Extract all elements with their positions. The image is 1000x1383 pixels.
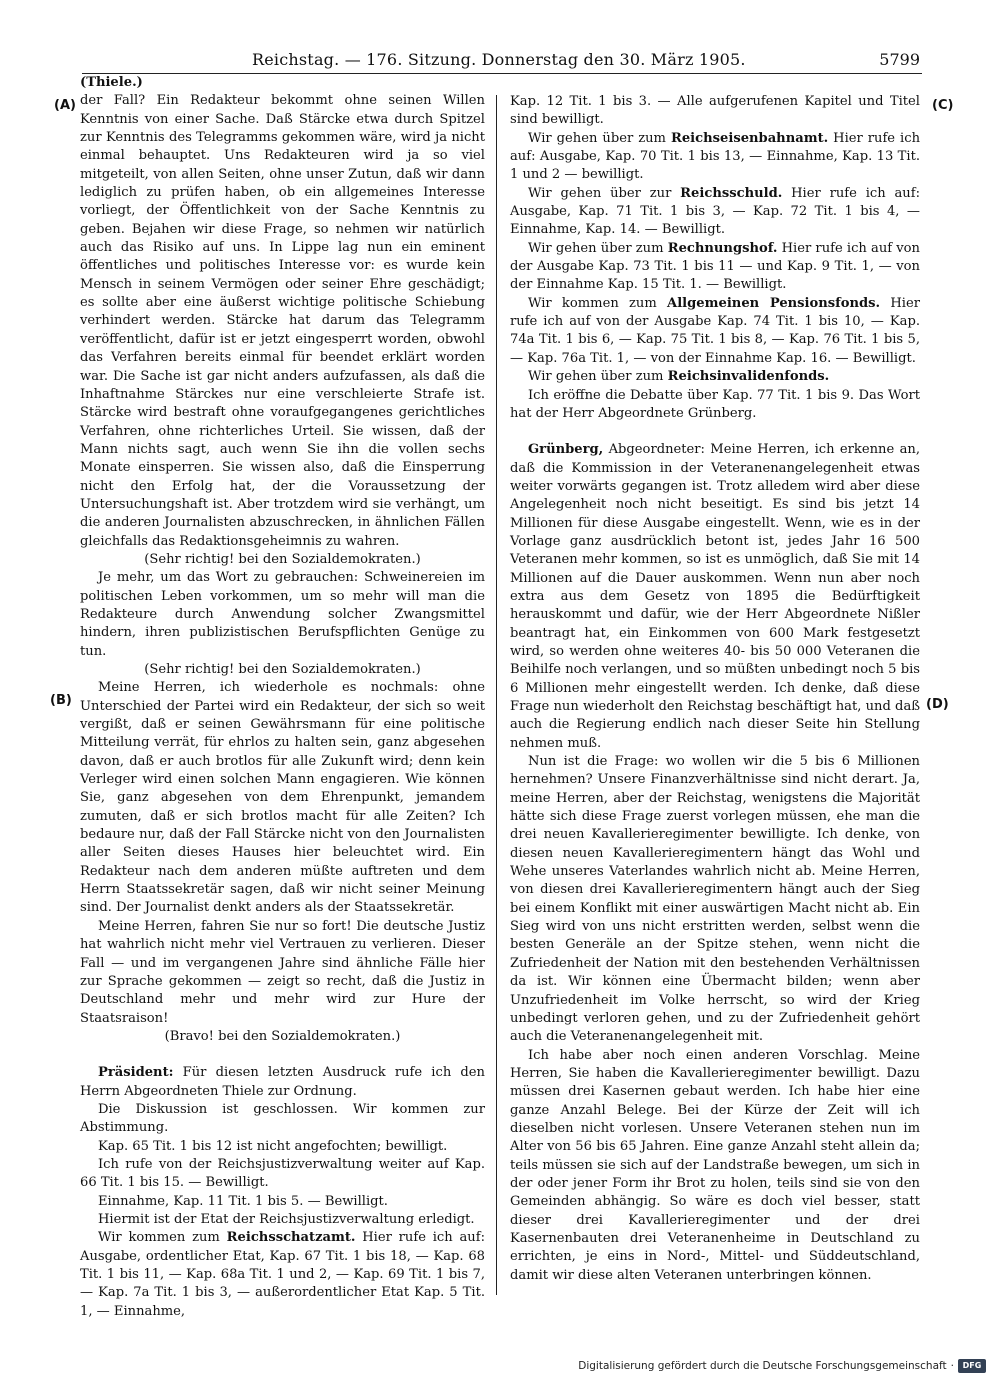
interjection: (Sehr richtig! bei den Sozialdemokraten.): [144, 662, 421, 677]
margin-marker-a: (A): [54, 98, 76, 113]
section-heading: Rechnungshof.: [667, 240, 778, 256]
paragraph: Wir gehen über zum Reichsinvalidenfonds.: [528, 369, 830, 385]
footer-separator: ·: [950, 1360, 954, 1372]
paragraph: Wir gehen über zum Rechnungshof. Hier rufe ich auf von der Ausgabe Kap. 73 Tit. 1 bis 11 — und Kap. 9 Tit. 1, — von der Einnahme Kap. 15 Tit. 1. — Bewilligt.: [510, 240, 920, 293]
speaker-reference: (Thiele.): [80, 75, 143, 90]
paragraph: Ich habe aber noch einen anderen Vorschlag. Meine Herren, Sie haben die Kavallerieregimenter bewilligt. Dazu müssen drei Kasernen gebaut werden. Ich habe hier eine ganze Anzahl Belege. Bei der Kürze der Zeit will ich dieselben nicht vorlesen. Unsere Veteranen stehen nun im Alter von 56 bis 65 Jahren. Eine ganze Anzahl steht allein da; teils müssen sie sich auf der Landstraße bewegen, um sich in der oder jener Form ihr Brot zu holen, teils sind sie von den Gemeinden abhängig. So wäre es doch viel besser, statt dieser drei Kavallerieregimenter und der drei Kasernenbauten drei Veteranenheime in Deutschland zu errichten, je eins in Nord-, Mittel- und Süddeutschland, damit wir diese alten Veteranen unterbringen können.: [510, 1047, 920, 1283]
left-column: [80, 74, 485, 1321]
digitization-footer: [578, 1357, 986, 1375]
page-number: 5799: [879, 50, 920, 69]
right-column: [510, 93, 920, 1285]
paragraph: Wir gehen über zum Reichseisenbahnamt. Hier rufe ich auf: Ausgabe, Kap. 70 Tit. 1 bis 13, — Einnahme, Kap. 13 Tit. 1 und 2 — bewilligt.: [510, 130, 921, 183]
section-heading: Reichsschuld.: [680, 185, 783, 201]
paragraph: Einnahme, Kap. 11 Tit. 1 bis 5. — Bewilligt.: [98, 1193, 388, 1209]
paragraph: Meine Herren, ich wiederhole es nochmals: ohne Unterschied der Partei wird ein Redakteur, der sich so weit vergißt, daß er seinen Gewährsmann für eine politische Mitteilung verrät, für ehrlos zu halten sein, ganz abgesehen davon, daß er auch brotlos für alle Zukunft wird; denn kein Verleger wird einen solchen Mann engagieren. Wie können Sie, ganz abgesehen von dem Ehrenpunkt, jemandem zumuten, daß er sich brotlos macht für alle Zeiten? Ich bedaure nur, daß der Fall Stärcke nicht von den Journalisten aller Seiten dieses Hauses hier beleuchtet wird. Ein Redakteur nach dem anderen müßte auftreten und dem Herrn Staatssekretär sagen, daß wir nicht seiner Meinung sind. Der Journalist denkt anders als der Staatssekretär.: [80, 680, 485, 916]
president-statement: Präsident: Für diesen letzten Ausdruck rufe ich den Herrn Abgeordneten Thiele zur Ordnung.: [80, 1065, 485, 1099]
page-header: [82, 48, 920, 72]
margin-marker-c: (C): [932, 98, 954, 113]
paragraph: Wir kommen zum Reichsschatzamt. Hier rufe ich auf: Ausgabe, ordentlicher Etat, Kap. 67 Tit. 1 bis 18, — Kap. 68 Tit. 1 bis 11, — Kap. 68a Tit. 1 und 2, — Kap. 69 Tit. 1 bis 7, — Kap. 7a Tit. 1 bis 3, — außerordentlicher Etat Kap. 5 Tit. 1, — Einnahme,: [80, 1230, 485, 1319]
column-divider: [496, 95, 497, 1295]
paragraph: Je mehr, um das Wort zu gebrauchen: Schweinereien im politischen Leben vorkommen, um so mehr will man die Redakteure durch Anwendung solcher Zwangsmittel hindern, ihren publizistischen Berufspflichten Genüge zu tun.: [80, 570, 485, 659]
paragraph: Wir gehen über zur Reichsschuld. Hier rufe ich auf: Ausgabe, Kap. 71 Tit. 1 bis 3, — Kap. 72 Tit. 1 bis 4, — Einnahme, Kap. 14. — Bewilligt.: [510, 185, 920, 238]
paragraph: Kap. 12 Tit. 1 bis 3. — Alle aufgerufenen Kapitel und Titel sind bewilligt.: [510, 94, 920, 128]
section-heading: Allgemeinen Pensionsfonds.: [667, 295, 881, 311]
speech-opening: Grünberg, Abgeordneter: Meine Herren, ich erkenne an, daß die Kommission in der Veteranenangelegenheit etwas weiter vorwärts gegangen ist. Trotz alledem wird aber diese Angelegenheit noch nicht beseitigt. Es sind bis jetzt 14 Millionen für diese Ausgabe eingestellt. Wenn, wie es in der Vorlage ganz ausdrücklich betont ist, jedes Jahr 16 500 Veteranen mehr kommen, so ist es unmöglich, daß Sie mit 14 Millionen auf die Dauer auskommen. Wenn nun aber noch extra aus dem Gesetz von 1895 die Bedürftigkeit herauskommt und dafür, wie der Herr Abgeordnete Nißler beantragt hat, ein Einkommen von 600 Mark festgesetzt wird, so werden ohne weiteres 40- bis 50 000 Veteranen die Beihilfe noch verlangen, und so müßten unbedingt noch 5 bis 6 Millionen mehr eingestellt werden. Ich denke, daß diese Frage nun wiederholt den Reichstag beschäftigt hat, und daß auch die Regierung endlich nach dieser Seite hin Stellung nehmen muß.: [510, 442, 920, 751]
paragraph: Die Diskussion ist geschlossen. Wir kommen zur Abstimmung.: [80, 1101, 485, 1136]
paragraph: der Fall? Ein Redakteur bekommt ohne seinen Willen Kenntnis von einer Sache. Daß Stärcke etwa durch Spitzel zur Kenntnis des Telegramms gekommen wäre, wird ja nicht einmal behauptet. Uns Redakteuren wird ja so viel mitgeteilt, von allen Seiten, ohne unser Zutun, daß wir dann lediglich zu prüfen haben, ob ein allgemeines Interesse vorliegt, der Öffentlichkeit von der Sache Kenntnis zu geben. Bejahen wir diese Frage, so nehmen wir natürlich auch das Risiko auf uns. In Lippe lag nun ein eminent öffentliches und politisches Interesse vor: es wurde kein Mensch in seinem Vermögen oder seiner Ehre geschädigt; es sollte aber eine äußerst wichtige politische Schiebung verhindert werden. Stärcke hat darum das Telegramm veröffentlicht, dafür ist er jetzt eingesperrt worden, obwohl das Verfahren bereits einmal für beendet erklärt worden war. Die Sache ist gar nicht anders aufzufassen, als daß die Inhaftnahme Stärckes nur eine verschleierte Strafe ist. Stärcke wird bestraft ohne voraufgegangenes gerichtliches Verfahren, ohne richterliches Urteil. Sie wissen, daß der Mann nichts sagt, auch wenn Sie ihn die vollen sechs Monate einsperren. Sie wissen also, daß die Einsperrung nicht den Erfolg hat, der die Voraussetzung der Untersuchungshaft ist. Aber trotzdem wird sie verhängt, um die anderen Journalisten abzuschrecken, in ähnlichen Fällen gleichfalls das Redaktionsgeheimnis zu wahren.: [80, 93, 485, 549]
interjection: (Sehr richtig! bei den Sozialdemokraten.): [144, 551, 421, 567]
paragraph: Nun ist die Frage: wo wollen wir die 5 bis 6 Millionen hernehmen? Unsere Finanzverhältnisse sind nicht derart. Ja, meine Herren, aber der Reichstag, wenigstens die Majorität hätte sich diese Frage zuerst vorlegen müssen, ehe man die drei neuen Kavallerieregimenter bewilligte. Ich denke, von diesen neuen Kavallerieregimentern hängt das Wohl und Wehe unseres Vaterlandes wahrlich nicht ab. Meine Herren, von diesen drei Kavallerieregimentern hängt auch der Sieg bei einem Konflikt mit einer auswärtigen Macht nicht ab. Ein Sieg wird von uns nicht erstritten werden, selbst wenn die besten Generäle an der Spitze stehen, wenn nicht die Zufriedenheit der Nation mit den bestehenden Verhältnissen da ist. Wir können eine Übermacht bilden; wenn aber Unzufriedenheit im Volke herrscht, so wird der Krieg unbedingt verloren gehen, und zu der Zufriedenheit gehört auch die Veteranenangelegenheit mit.: [510, 754, 920, 1045]
section-heading: Reichseisenbahnamt.: [670, 130, 829, 146]
paragraph: Meine Herren, fahren Sie nur so fort! Die deutsche Justiz hat wahrlich nicht mehr viel Vertrauen zu verlieren. Dieser Fall — und im vergangenen Jahre sind ähnliche Fälle hier zur Sprache gekommen — zeigt so recht, daß die Justiz in Deutschland mehr und mehr wird zur Hure der Staatsraison!: [80, 918, 485, 1026]
footer-text: Digitalisierung gefördert durch die Deutsche Forschungsgemeinschaft: [578, 1360, 947, 1372]
margin-marker-d: (D): [926, 697, 949, 712]
speaker-name: Grünberg,: [528, 442, 604, 458]
margin-marker-b: (B): [50, 693, 72, 708]
paragraph: Kap. 65 Tit. 1 bis 12 ist nicht angefochten; bewilligt.: [98, 1138, 448, 1154]
paragraph: Wir kommen zum Allgemeinen Pensionsfonds. Hier rufe ich auf von der Ausgabe Kap. 74 Tit. 1 bis 10, — Kap. 74a Tit. 1 bis 6, — Kap. 75 Tit. 1 bis 8, — Kap. 76 Tit. 1 bis 5, — Kap. 76a Tit. 1, — von der Einnahme Kap. 16. — Bewilligt.: [510, 295, 921, 366]
section-heading: Reichsschatzamt.: [226, 1230, 356, 1246]
interjection: (Bravo! bei den Sozialdemokraten.): [164, 1028, 401, 1044]
speaker-name: Präsident:: [98, 1065, 174, 1081]
running-title: Reichstag. — 176. Sitzung. Donnerstag den 30. März 1905.: [252, 50, 746, 69]
paragraph: Ich eröffne die Debatte über Kap. 77 Tit. 1 bis 9. Das Wort hat der Herr Abgeordnete Grünberg.: [510, 387, 920, 421]
paragraph: Hiermit ist der Etat der Reichsjustizverwaltung erledigt.: [98, 1211, 475, 1227]
dfg-logo-icon: DFG: [958, 1359, 986, 1373]
paragraph: Ich rufe von der Reichsjustizverwaltung weiter auf Kap. 66 Tit. 1 bis 15. — Bewilligt.: [80, 1156, 485, 1191]
section-heading: Reichsinvalidenfonds.: [667, 369, 830, 385]
